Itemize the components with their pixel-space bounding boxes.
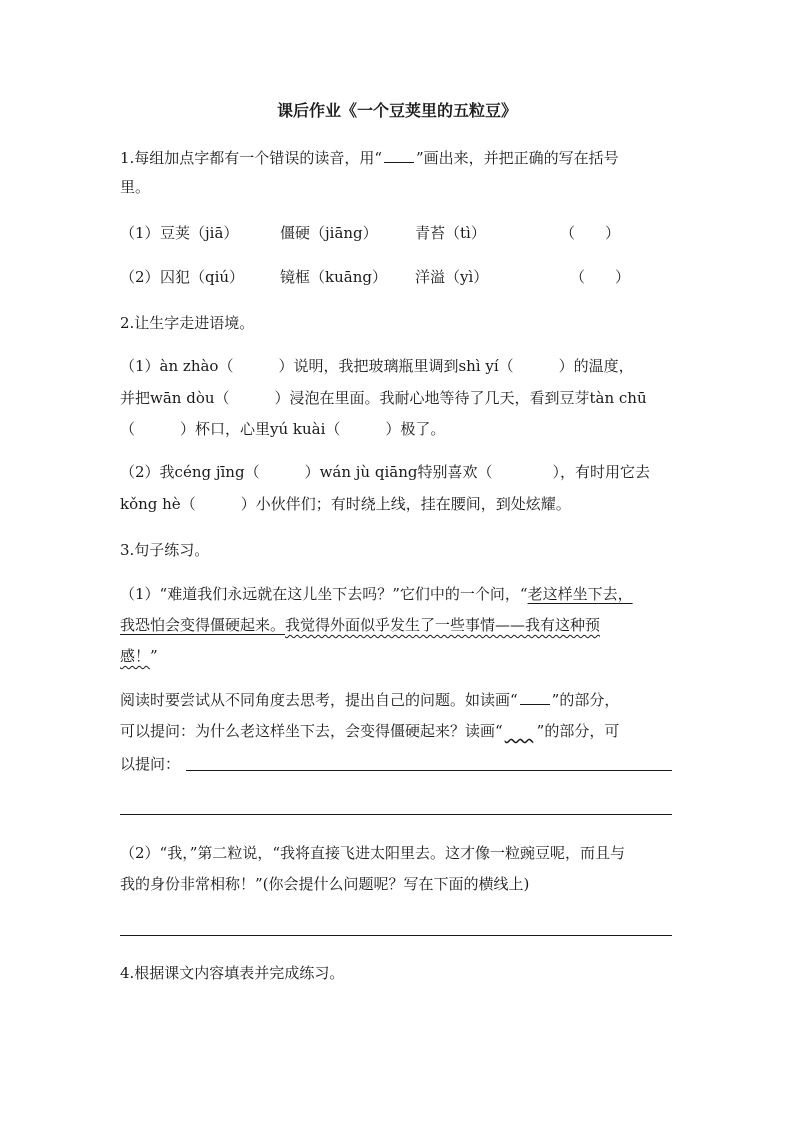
q1-row2-answer-paren[interactable]: （ ） (570, 268, 631, 286)
q3-read-text-a: 阅读时要尝试从不同角度去思考，提出自己的问题。如读画“ (120, 691, 518, 709)
q3-read-line2 (120, 721, 619, 741)
q2-p1-line1: （1）àn zhào（ ）说明，我把玻璃瓶里调到shì yí（ ）的温度， (120, 357, 634, 375)
q3-s1-line2 (120, 615, 600, 635)
q3-s1-end-quote: ” (150, 647, 158, 665)
q2-p1-line2: 并把wān dòu（ ）浸泡在里面。我耐心地等待了几天，看到豆芽tàn chū (120, 389, 647, 407)
q1-row1-label: （1） (120, 224, 160, 242)
q2-p2-line2: kǒng hè（ ）小伙伴们；有时绕上线，挂在腰间，到处炫耀。 (120, 495, 571, 513)
q1-row1-word1: 豆荚（jiā） (160, 224, 239, 242)
q1-row1-answer-paren[interactable]: （ ） (560, 224, 621, 242)
q3-s1-straight-underlined-2: 我恐怕会变得僵硬起来。 (120, 616, 286, 634)
q3-read-line1 (120, 690, 619, 710)
q2-heading: 2.让生字走进语境。 (120, 314, 255, 332)
page-title: 课后作业《一个豆荚里的五粒豆》 (276, 101, 517, 120)
q1-row2-word3: 洋溢（yì） (415, 268, 489, 286)
q1-straight-line-sample (384, 148, 414, 163)
q3-read-text-c: 可以提问：为什么老这样坐下去，会变得僵硬起来？读画“ (120, 722, 503, 740)
q3-straight-line-sample (520, 690, 550, 705)
q2-p2-line1: （2）我céng jīng（ ）wán jù qiāng特别喜欢（ ），有时用它去 (120, 463, 650, 481)
q3-s1-wavy-underlined: 我觉得外面似乎发生了一些事情——我有这种预 (285, 616, 601, 634)
q2-p1-line3: （ ）杯口，心里yú kuài（ ）极了。 (120, 420, 446, 438)
q3-s1-line3 (120, 646, 158, 666)
q3-read-text-b: ”的部分， (551, 691, 620, 709)
q4-heading: 4.根据课文内容填表并完成练习。 (120, 964, 345, 982)
q3-s1-line1 (120, 584, 633, 604)
q3-read-text-d: ”的部分，可 (536, 722, 620, 740)
q3-answer-line-2[interactable] (120, 814, 672, 815)
q3-s2-line2: 我的身份非常相称！”(你会提什么问题呢？写在下面的横线上) (120, 875, 530, 893)
q1-instruction-line2: 里。 (120, 178, 151, 196)
q1-row1-word3: 青苔（tì） (415, 224, 486, 242)
q1-instruction-line1 (120, 148, 619, 168)
q1-row2-word2: 镜框（kuāng） (280, 268, 387, 286)
q3-answer-line-3[interactable] (120, 935, 672, 936)
q3-s1-wavy-underlined-2: 感！ (120, 647, 151, 665)
q3-read-line3: 以提问： (120, 755, 181, 773)
q1-row2-word1: 囚犯（qiú） (160, 268, 245, 286)
q3-s1-straight-underlined: 老这样坐下去， (527, 585, 633, 603)
q3-answer-line-1[interactable] (186, 770, 672, 771)
q3-s1-text: （1）“难道我们永远就在这儿坐下去吗？”它们中的一个问，“ (120, 585, 528, 603)
q3-s2-line1: （2）“我，”第二粒说，“我将直接飞进太阳里去。这才像一粒豌豆呢，而且与 (120, 844, 626, 862)
q1-text-a: 1.每组加点字都有一个错误的读音，用“ (120, 149, 382, 167)
q3-heading: 3.句子练习。 (120, 541, 210, 559)
q1-text-b: ”画出来，并把正确的写在括号 (415, 149, 619, 167)
q1-row1-word2: 僵硬（jiāng） (280, 224, 378, 242)
q1-row2-label: （2） (120, 268, 160, 286)
q3-wavy-line-sample: ​ (504, 722, 534, 740)
